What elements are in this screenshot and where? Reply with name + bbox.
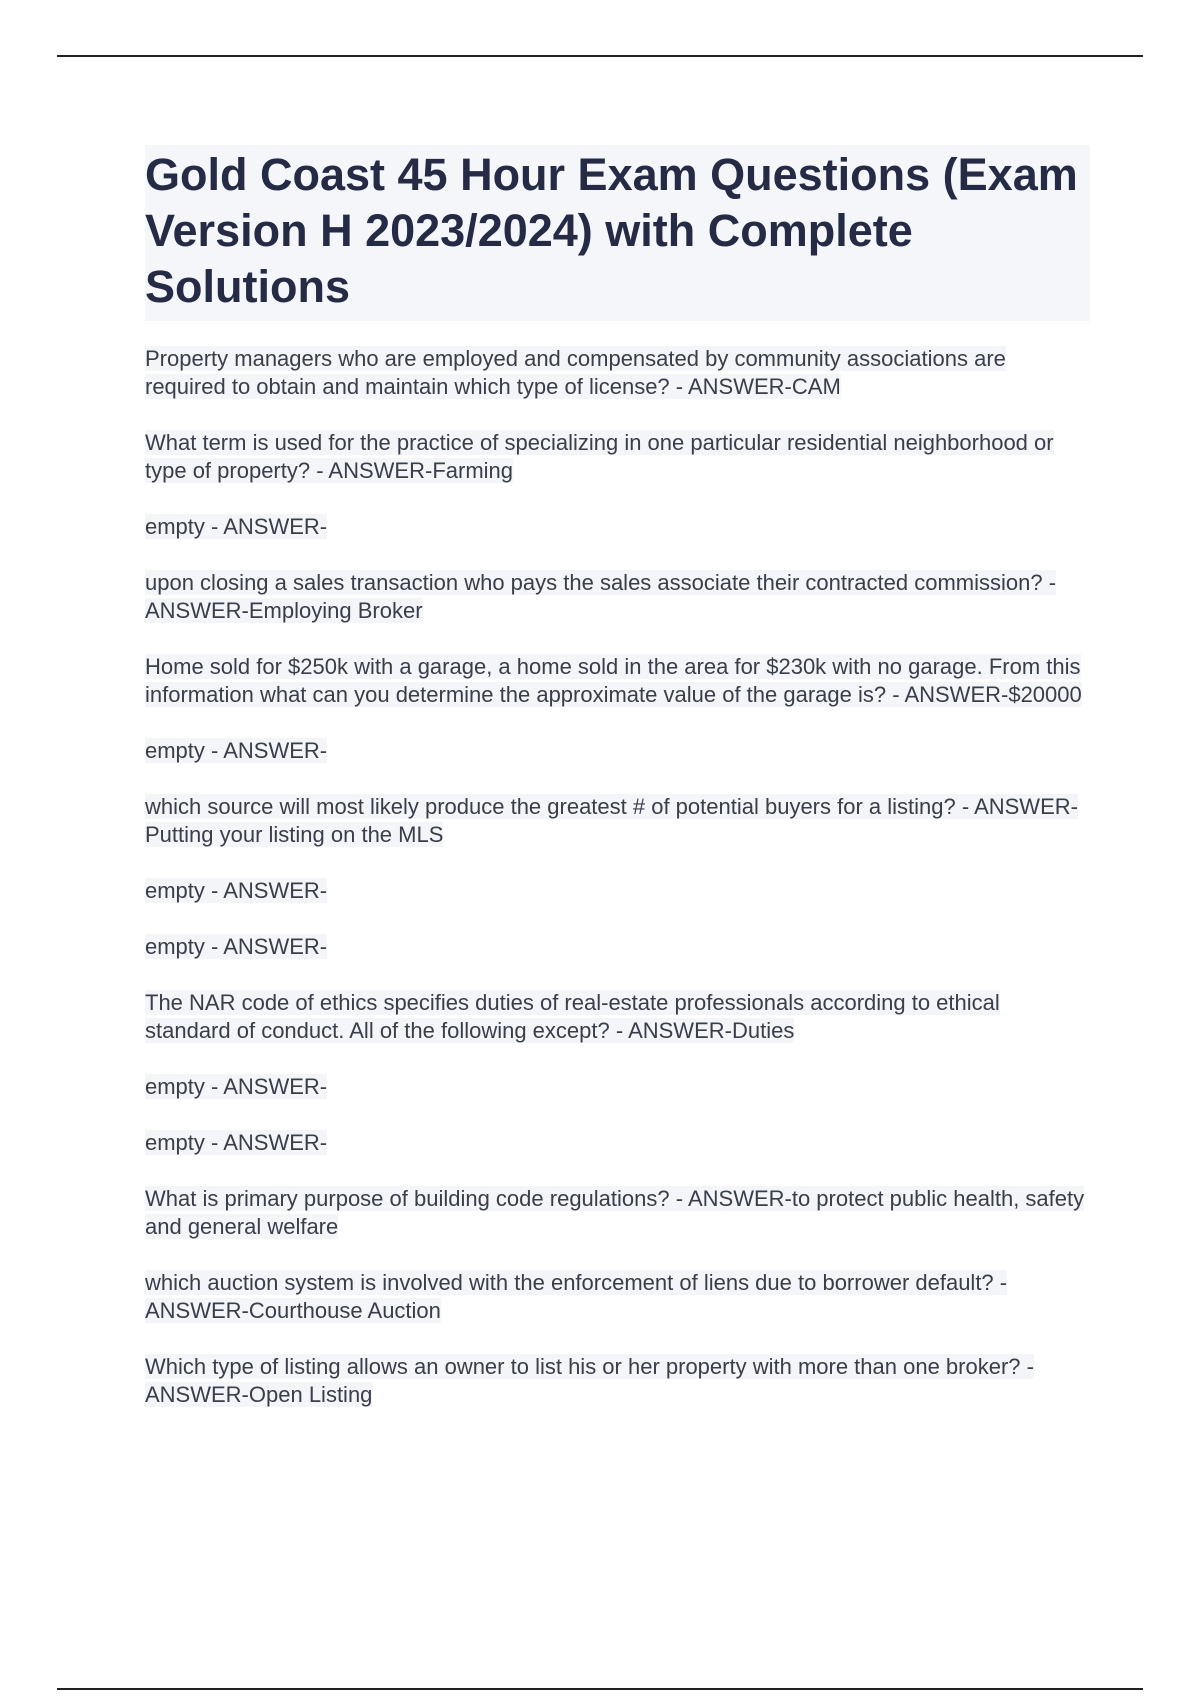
qa-item: What is primary purpose of building code regulations? - ANSWER-to protect public health, safety and general welfare [145,1186,1085,1239]
bottom-rule [57,1688,1143,1690]
qa-item: The NAR code of ethics specifies duties of real-estate professionals according to ethical standard of conduct. All of the following except? - ANSWER-Duties [145,990,1000,1043]
document-title: Gold Coast 45 Hour Exam Questions (Exam Version H 2023/2024) with Complete Solutions [145,149,1078,312]
qa-item: empty - ANSWER- [145,514,328,539]
qa-item: empty - ANSWER- [145,738,328,763]
qa-item: Which type of listing allows an owner to list his or her property with more than one broker? - ANSWER-Open Listing [145,1354,1034,1407]
qa-item: empty - ANSWER- [145,1130,328,1155]
qa-item: Home sold for $250k with a garage, a home sold in the area for $230k with no garage. From this information what can you determine the approximate value of the garage is? - ANSWER-$20000 [145,654,1082,707]
title-block [145,145,1090,321]
qa-item: empty - ANSWER- [145,934,328,959]
qa-item: empty - ANSWER- [145,1074,328,1099]
top-rule [57,55,1143,57]
qa-item: which auction system is involved with the enforcement of liens due to borrower default? - ANSWER-Courthouse Auction [145,1270,1008,1323]
document-body [145,145,1090,1437]
qa-item: What term is used for the practice of specializing in one particular residential neighborhood or type of property? - ANSWER-Farming [145,430,1054,483]
qa-item: upon closing a sales transaction who pays the sales associate their contracted commission? - ANSWER-Employing Broker [145,570,1057,623]
qa-item: Property managers who are employed and compensated by community associations are required to obtain and maintain which type of license? - ANSWER-CAM [145,346,1006,399]
qa-item: empty - ANSWER- [145,878,328,903]
qa-item: which source will most likely produce the greatest # of potential buyers for a listing? - ANSWER-Putting your listing on the MLS [145,794,1078,847]
